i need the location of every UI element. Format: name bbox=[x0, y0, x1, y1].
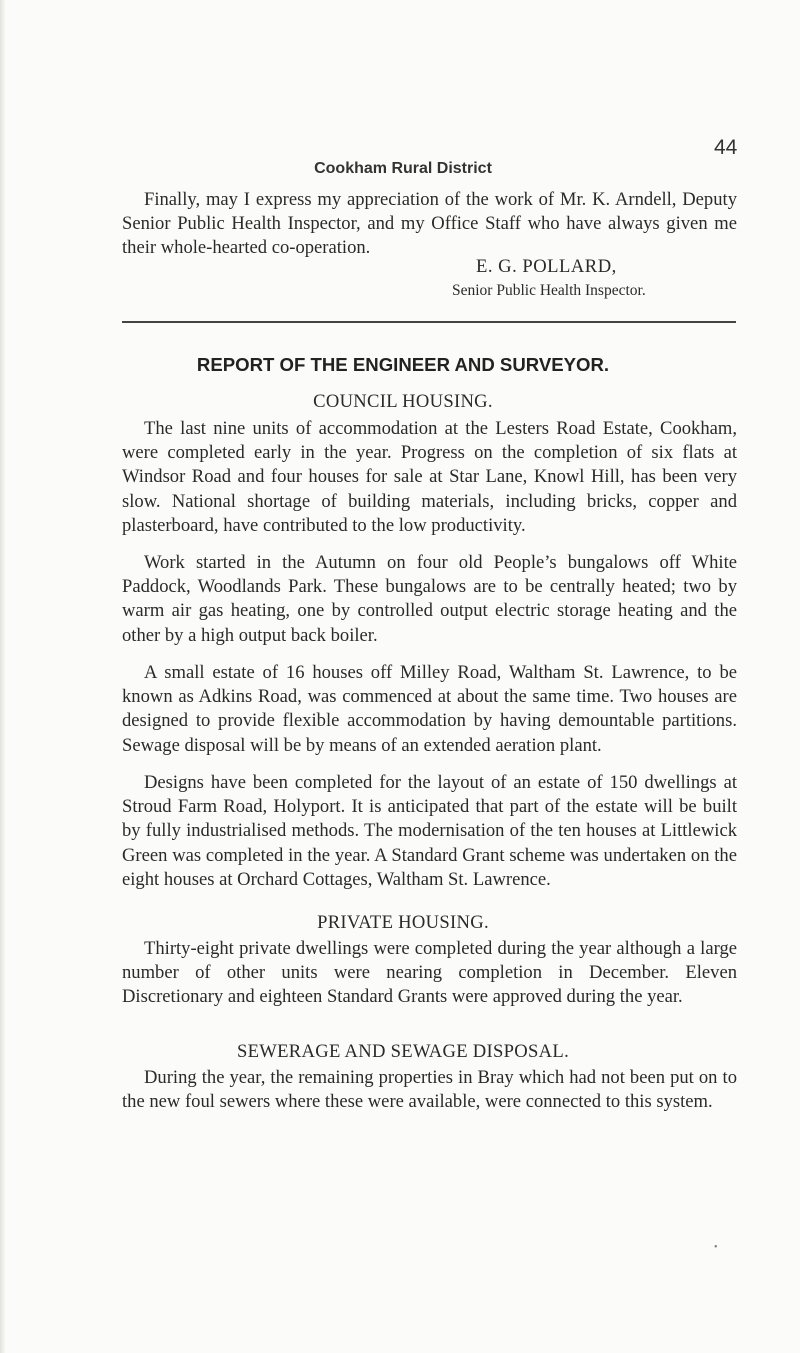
paragraph: During the year, the remaining properties in Bray which had not been put on to the new foul sewers where these were available, were connected to this system. bbox=[122, 1067, 737, 1113]
paragraph-block bbox=[122, 937, 737, 1010]
paragraph-block bbox=[122, 1066, 737, 1114]
section-heading-private-housing: PRIVATE HOUSING. bbox=[317, 912, 489, 933]
signature-name: E. G. POLLARD, bbox=[476, 256, 617, 277]
paragraph-block bbox=[122, 771, 737, 892]
paragraph-block bbox=[122, 661, 737, 758]
section-divider bbox=[122, 321, 736, 323]
running-head: Cookham Rural District bbox=[314, 160, 492, 177]
section-heading-sewerage: SEWERAGE AND SEWAGE DISPOSAL. bbox=[236, 1041, 570, 1062]
intro-paragraph: Finally, may I express my appreciation of the work of Mr. K. Arndell, Deputy Senior Public Health Inspector, and my Office Staff who have always given me their whole-hearted co-operation. bbox=[122, 189, 737, 259]
paragraph: The last nine units of accommodation at the Lesters Road Estate, Cookham, were completed early in the year. Progress on the completion of six flats at Windsor Road and four houses for sale at Star Lane, Knowl Hill, has been very slow. National shortage of building materials, including bricks, copper and plasterboard, have contributed to the low productivity. bbox=[122, 418, 737, 536]
page-edge-shadow bbox=[0, 0, 5, 1353]
paragraph: A small estate of 16 houses off Milley Road, Waltham St. Lawrence, to be known as Adkins Road, was commenced at about the same time. Two houses are designed to provide flexible accommodation by having demountable partitions. Sewage disposal will be by means of an extended aeration plant. bbox=[122, 662, 737, 756]
signature-title: Senior Public Health Inspector. bbox=[452, 282, 646, 299]
report-title: REPORT OF THE ENGINEER AND SURVEYOR. bbox=[196, 354, 610, 375]
section-heading-council-housing: COUNCIL HOUSING. bbox=[313, 391, 493, 412]
paragraph-block bbox=[122, 417, 737, 538]
page-number: 44 bbox=[714, 136, 738, 159]
paragraph-block bbox=[122, 551, 737, 648]
intro-paragraph-block bbox=[122, 188, 737, 261]
stray-mark: • bbox=[714, 1242, 718, 1253]
paragraph: Thirty-eight private dwellings were completed during the year although a large number of other units were nearing completion in December. Eleven Discretionary and eighteen Standard Grants were approved during the year. bbox=[122, 938, 737, 1008]
paragraph: Work started in the Autumn on four old People’s bungalows off White Paddock, Woodlands Park. These bungalows are to be centrally heated; two by warm air gas heating, one by controlled output electric storage heating and the other by a high output back boiler. bbox=[122, 552, 737, 646]
paragraph: Designs have been completed for the layout of an estate of 150 dwellings at Stroud Farm Road, Holyport. It is anticipated that part of the estate will be built by fully industrialised methods. The modernisation of the ten houses at Littlewick Green was completed in the year. A Standard Grant scheme was undertaken on the eight houses at Orchard Cottages, Waltham St. Lawrence. bbox=[122, 772, 737, 890]
